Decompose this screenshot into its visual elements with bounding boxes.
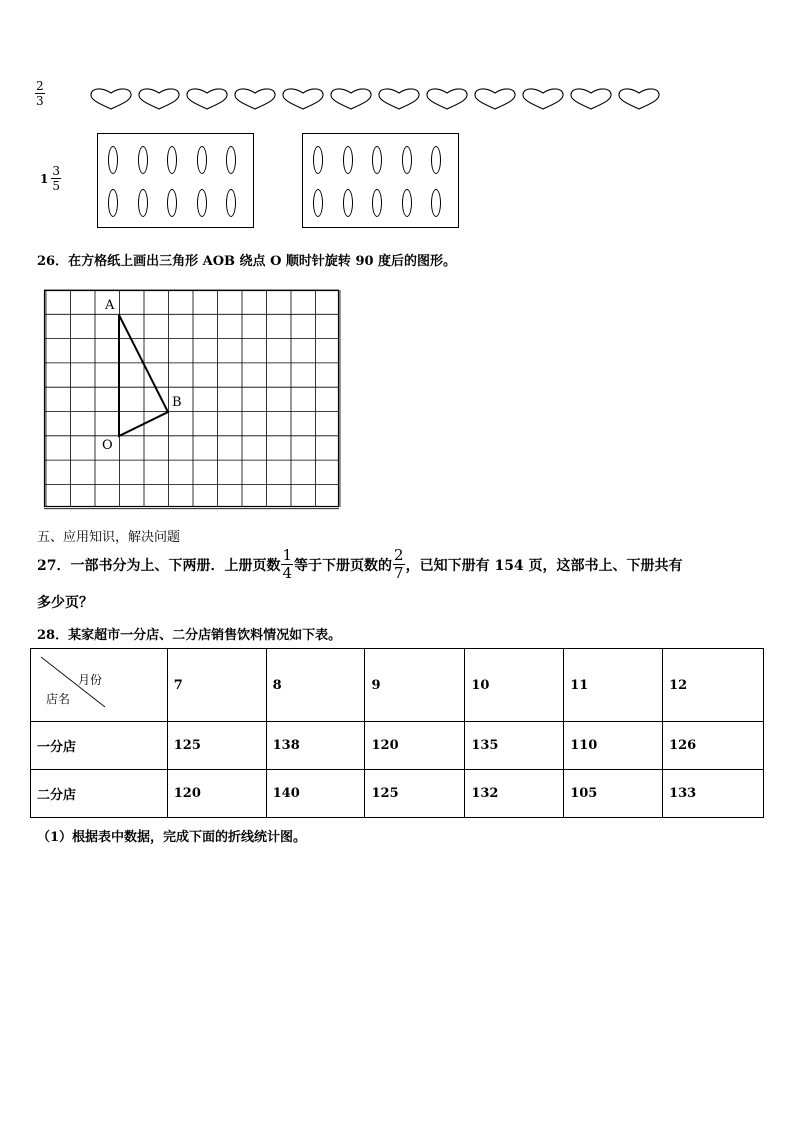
table-cell: 120 [167, 770, 266, 818]
question-27 [37, 548, 683, 581]
month-header: 12 [663, 649, 764, 722]
ellipse-shape [402, 189, 412, 217]
heart-shape [475, 89, 515, 109]
point-label-a: A [105, 298, 115, 313]
heart-shape [619, 89, 659, 109]
fraction-numerator: 1 [282, 546, 293, 564]
q27-text-2: 等于下册页数的 [294, 557, 393, 574]
heart-shape [427, 89, 467, 109]
ellipse-shape [138, 189, 148, 217]
heart-shape [187, 89, 227, 109]
ellipse-box-1 [97, 133, 254, 228]
table-cell: 133 [663, 770, 764, 818]
table-cell: 110 [564, 722, 663, 770]
table-cell: 126 [663, 722, 764, 770]
fraction-denominator: 7 [394, 564, 404, 582]
ellipse-shape [226, 146, 236, 174]
table-cell: 140 [266, 770, 365, 818]
corner-cell [31, 649, 168, 722]
ellipse-shape [313, 146, 323, 174]
point-label-b: B [172, 395, 182, 410]
store-name: 一分店 [31, 722, 168, 770]
table-row [31, 770, 764, 818]
heart-shape [139, 89, 179, 109]
heart-shape [235, 89, 275, 109]
ellipse-shape [197, 146, 207, 174]
heart-shape [283, 89, 323, 109]
ellipse-shape [167, 146, 177, 174]
ellipse-shape [372, 146, 382, 174]
question-26: 26．在方格纸上画出三角形 AOB 绕点 O 顺时针旋转 90 度后的图形。 [37, 254, 457, 269]
month-header: 7 [167, 649, 266, 722]
ellipse-shape [431, 146, 441, 174]
heart-shape [91, 89, 131, 109]
q27-text-3: ，已知下册有 154 页，这部书上、下册共有 [405, 557, 683, 574]
fraction-denominator: 5 [52, 179, 60, 193]
table-header-row [31, 649, 764, 722]
point-label-o: O [102, 438, 113, 453]
store-name: 二分店 [31, 770, 168, 818]
corner-label-month: 月份 [78, 673, 103, 687]
table-cell: 125 [365, 770, 465, 818]
corner-label-store: 店名 [46, 692, 71, 706]
table-row [31, 722, 764, 770]
question-28: 28．某家超市一分店、二分店销售饮料情况如下表。 [37, 628, 342, 643]
heart-shape [379, 89, 419, 109]
fraction-denominator: 4 [282, 564, 293, 582]
table-cell: 132 [465, 770, 564, 818]
fraction-label-2-3 [35, 80, 45, 107]
heart-shape [523, 89, 563, 109]
grid-paper [40, 286, 344, 512]
ellipse-shape [372, 189, 382, 217]
fraction-numerator: 2 [394, 546, 404, 564]
ellipse-box-2 [302, 133, 459, 228]
heart-shape [331, 89, 371, 109]
ellipse-shape [313, 189, 323, 217]
month-header: 11 [564, 649, 663, 722]
ellipse-shape [343, 146, 353, 174]
ellipse-shape [167, 189, 177, 217]
triangle-aob [119, 315, 168, 436]
ellipse-shape [343, 189, 353, 217]
fraction-numerator: 3 [52, 164, 60, 178]
ellipse-shape [108, 146, 118, 174]
q27-text-1: 27．一部书分为上、下两册．上册页数 [37, 557, 281, 574]
q27-line-2: 多少页？ [37, 595, 93, 611]
heart-shape [571, 89, 611, 109]
table-cell: 120 [365, 722, 465, 770]
section-title: 五、应用知识，解决问题 [37, 530, 181, 545]
question-28-sub-1: （1）根据表中数据，完成下面的折线统计图。 [37, 830, 307, 845]
table-cell: 105 [564, 770, 663, 818]
ellipse-shape [226, 189, 236, 217]
fraction-denominator: 3 [36, 94, 44, 108]
hearts-row [88, 86, 664, 112]
table-cell: 138 [266, 722, 365, 770]
month-header: 8 [266, 649, 365, 722]
ellipse-shape [402, 146, 412, 174]
fraction-numerator: 2 [36, 79, 44, 93]
whole-number: 1 [40, 171, 49, 186]
ellipse-shape [431, 189, 441, 217]
table-cell: 135 [465, 722, 564, 770]
ellipse-shape [108, 189, 118, 217]
table-cell: 125 [167, 722, 266, 770]
fraction-label-1-3-5 [40, 165, 61, 192]
month-header: 9 [365, 649, 465, 722]
ellipse-shape [197, 189, 207, 217]
sales-table [30, 648, 764, 818]
month-header: 10 [465, 649, 564, 722]
ellipse-shape [138, 146, 148, 174]
